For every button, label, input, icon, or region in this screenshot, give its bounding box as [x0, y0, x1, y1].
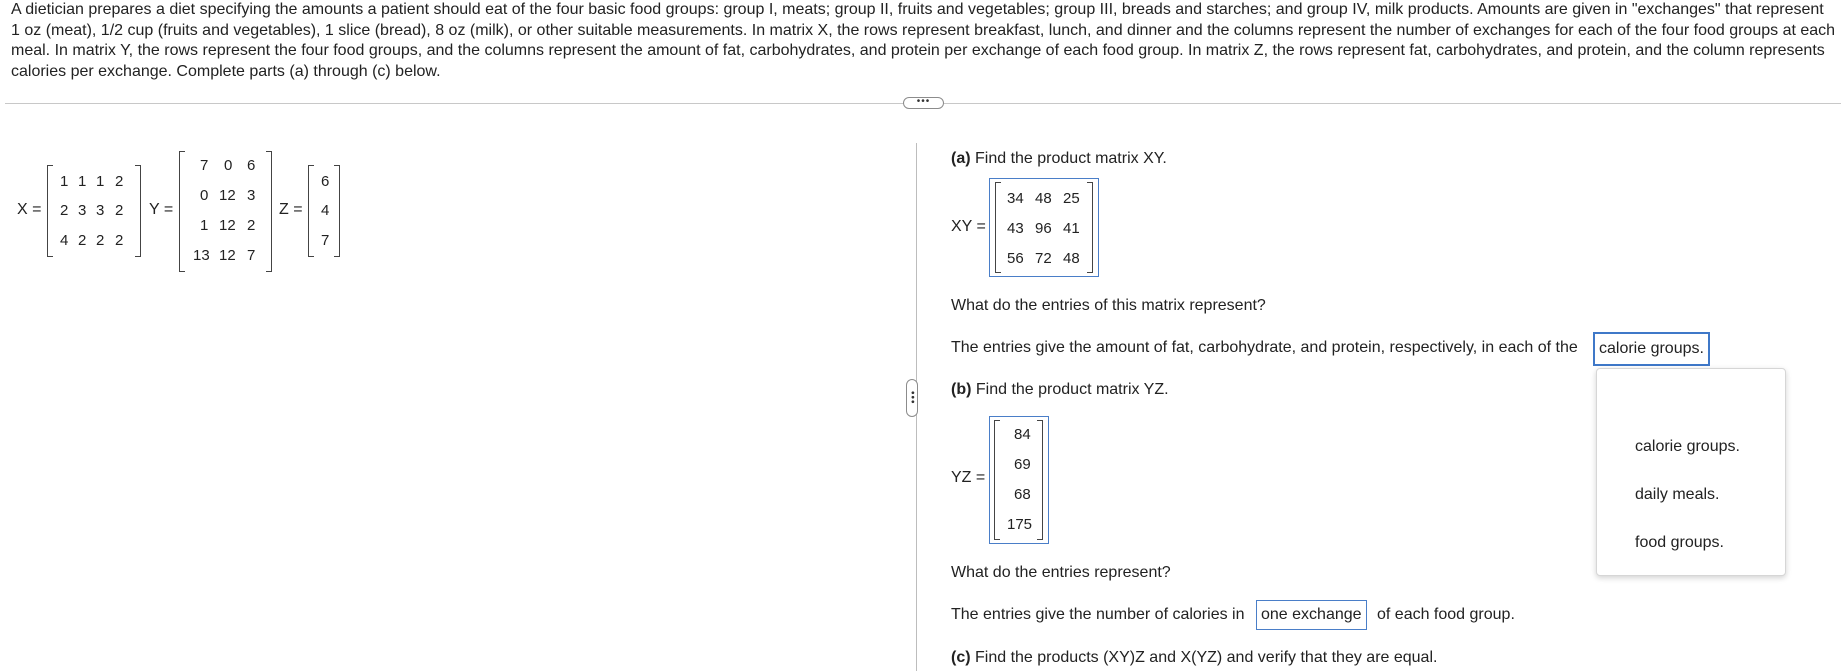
yz-cell: 69	[1014, 456, 1031, 473]
part-a-question: What do the entries of this matrix represent?	[951, 297, 1266, 314]
xy-cell: 72	[1035, 250, 1052, 267]
part-a-heading	[951, 150, 1167, 168]
problem-statement: A dietician prepares a diet specifying the amounts a patient should eat of the four basic food groups: group I, meats; group II, fruits and vegetables; group III, breads and starches; and group IV, milk products. Amounts are given in "exchanges" that represent 1 oz (meat), 1/2 cup (fruits and vegetables), 1 slice (bread), 8 oz (milk), or other suitable measurements. In matrix X, the rows represent breakfast, lunch, and dinner and the columns represent the number of exchanges for each of the four food groups at each meal. In matrix Y, the rows represent the four food groups, and the columns represent the amount of fat, carbohydrates, and protein per exchange of each food group. In matrix Z, the rows represent fat, carbohydrates, and protein, and the column represents calories per exchange. Complete parts (a) through (c) below.	[11, 1, 1836, 80]
part-c-label: (c)	[951, 649, 971, 666]
yz-cell: 175	[1007, 516, 1033, 533]
menu-option-daily-meals[interactable]: daily meals.	[1635, 486, 1720, 503]
matrix-z-label: Z =	[279, 201, 303, 218]
matrix-cell: 3	[78, 202, 87, 219]
matrix-cell: 0	[224, 157, 233, 174]
matrix-cell: 2	[115, 202, 124, 219]
matrix-cell: 1	[96, 173, 105, 190]
part-b-question: What do the entries represent?	[951, 564, 1171, 581]
answer-options-menu	[1596, 368, 1786, 576]
part-a-answer-text: The entries give the amount of fat, carbohydrate, and protein, respectively, in each of the	[951, 339, 1578, 356]
matrix-x-left-bracket	[47, 165, 53, 257]
part-b-heading	[951, 381, 1169, 399]
matrix-z-left-bracket	[308, 165, 314, 257]
xy-cell: 96	[1035, 220, 1052, 237]
part-c-instruction: Find the products (XY)Z and X(YZ) and verify that they are equal.	[970, 649, 1438, 666]
matrix-cell: 7	[321, 232, 330, 249]
yz-right-bracket	[1037, 420, 1043, 540]
xy-cell: 25	[1063, 190, 1080, 207]
menu-option-calorie-groups[interactable]: calorie groups.	[1635, 438, 1740, 455]
xy-cell: 56	[1007, 250, 1024, 267]
splitter-handle[interactable]: •••	[906, 379, 918, 417]
matrix-cell: 2	[247, 217, 256, 234]
matrix-cell: 12	[219, 247, 236, 264]
xy-right-bracket	[1087, 182, 1093, 273]
matrix-cell: 6	[321, 173, 330, 190]
part-b-label: (b)	[951, 381, 972, 398]
expand-more-button[interactable]: •••	[903, 97, 944, 109]
matrix-cell: 7	[200, 157, 209, 174]
part-a-instruction: Find the product matrix XY.	[970, 150, 1167, 167]
matrix-cell: 2	[60, 202, 69, 219]
matrix-y-label: Y =	[149, 201, 174, 218]
yz-label: YZ =	[951, 469, 986, 486]
matrix-cell: 4	[321, 202, 330, 219]
part-b-instruction: Find the product matrix YZ.	[971, 381, 1169, 398]
part-b-answer-box[interactable]: one exchange	[1256, 600, 1367, 630]
xy-cell: 48	[1063, 250, 1080, 267]
matrix-cell: 1	[200, 217, 209, 234]
matrix-cell: 3	[96, 202, 105, 219]
matrix-cell: 2	[96, 232, 105, 249]
matrix-cell: 0	[200, 187, 209, 204]
matrix-cell: 12	[219, 217, 236, 234]
part-b-answer-prefix: The entries give the number of calories in	[951, 606, 1245, 623]
xy-label: XY =	[951, 218, 986, 235]
matrix-x-label: X =	[17, 201, 42, 218]
matrix-cell: 2	[115, 173, 124, 190]
matrix-cell: 3	[247, 187, 256, 204]
matrix-x-right-bracket	[135, 165, 141, 257]
yz-cell: 68	[1014, 486, 1031, 503]
matrix-z-right-bracket	[334, 165, 340, 257]
xy-cell: 34	[1007, 190, 1024, 207]
matrix-cell: 2	[115, 232, 124, 249]
yz-cell: 84	[1014, 426, 1031, 443]
xy-cell: 43	[1007, 220, 1024, 237]
xy-cell: 41	[1063, 220, 1080, 237]
xy-left-bracket	[995, 182, 1001, 273]
yz-left-bracket	[994, 420, 1000, 540]
matrix-y-left-bracket	[179, 151, 185, 272]
matrix-cell: 4	[60, 232, 69, 249]
matrix-cell: 12	[219, 187, 236, 204]
part-b-answer-suffix: of each food group.	[1377, 606, 1515, 623]
matrix-cell: 6	[247, 157, 256, 174]
xy-cell: 48	[1035, 190, 1052, 207]
matrix-cell: 2	[78, 232, 87, 249]
matrix-y-right-bracket	[266, 151, 272, 272]
matrix-cell: 13	[193, 247, 210, 264]
part-a-label: (a)	[951, 150, 971, 167]
matrix-cell: 1	[78, 173, 87, 190]
menu-option-food-groups[interactable]: food groups.	[1635, 534, 1724, 551]
part-a-answer-dropdown[interactable]: calorie groups.	[1593, 332, 1710, 366]
part-c-heading	[951, 649, 1437, 667]
matrix-cell: 7	[247, 247, 256, 264]
matrix-cell: 1	[60, 173, 69, 190]
